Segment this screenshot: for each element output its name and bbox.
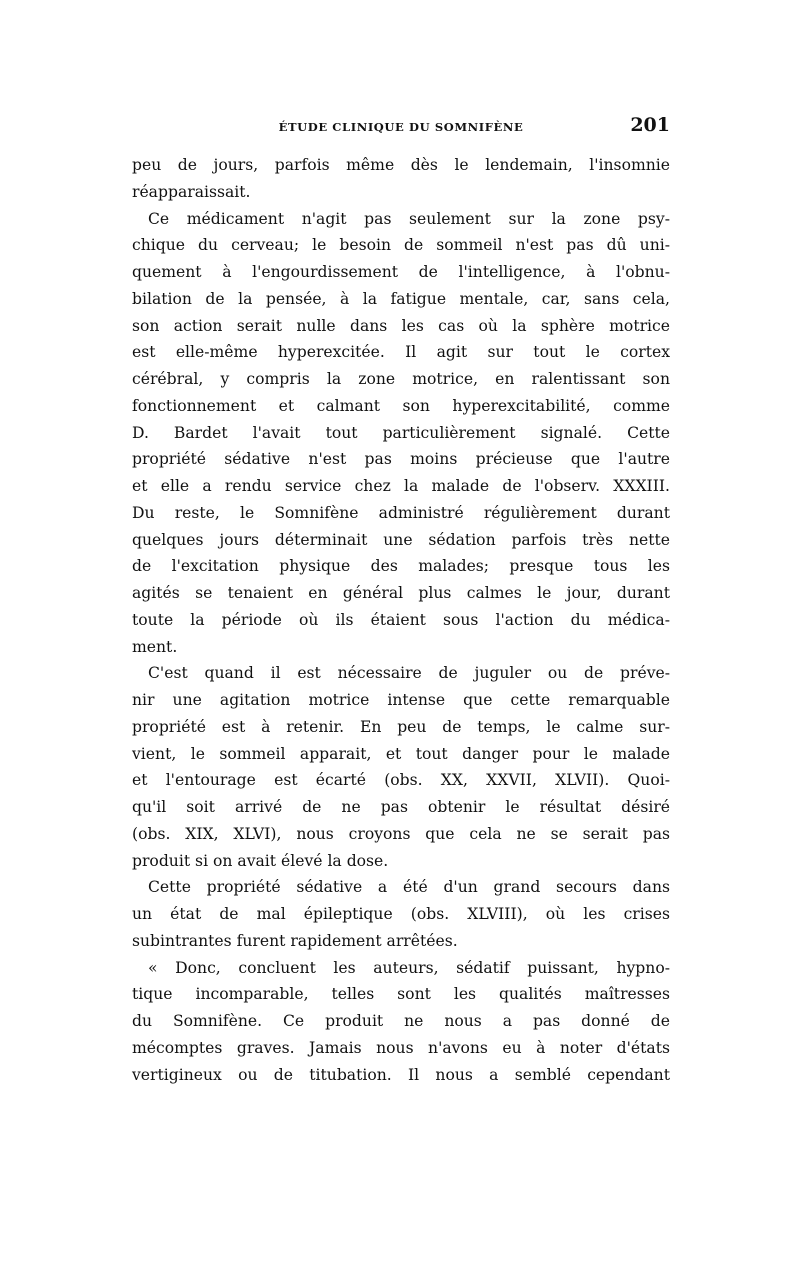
text-line: de l'excitation physique des malades; presque tous les bbox=[132, 557, 670, 576]
running-title: ÉTUDE CLINIQUE DU SOMNIFÈNE bbox=[278, 120, 524, 134]
text-line: « Donc, concluent les auteurs, sédatif puissant, hypno- bbox=[148, 958, 670, 977]
text-line: toute la période où ils étaient sous l'action du médica- bbox=[132, 610, 670, 629]
text-line: et elle a rendu service chez la malade de l'observ. XXXIII. bbox=[132, 477, 670, 495]
text-line: quelques jours déterminait une sédation parfois très nette bbox=[132, 530, 670, 549]
text-line: bilation de la pensée, à la fatigue mentale, car, sans cela, bbox=[132, 289, 670, 308]
text-line: peu de jours, parfois même dès le lendemain, l'insomnie bbox=[132, 156, 670, 174]
text-line: propriété sédative n'est pas moins précieuse que l'autre bbox=[132, 450, 670, 469]
text-line: un état de mal épileptique (obs. XLVIII), où les crises bbox=[132, 905, 670, 923]
text-line: et l'entourage est écarté (obs. XX, XXVII, XLVII). Quoi- bbox=[132, 771, 670, 790]
text-line: D. Bardet l'avait tout particulièrement signalé. Cette bbox=[132, 423, 670, 442]
text-line: vient, le sommeil apparait, et tout danger pour le malade bbox=[132, 744, 670, 763]
text-line: (obs. XIX, XLVI), nous croyons que cela ne se serait pas bbox=[132, 824, 670, 843]
text-line: réapparaissait. bbox=[132, 182, 251, 201]
text-line: Du reste, le Somnifène administré régulièrement durant bbox=[132, 503, 670, 522]
text-line: agités se tenaient en général plus calmes le jour, durant bbox=[132, 584, 670, 602]
text-line: Cette propriété sédative a été d'un grand secours dans bbox=[148, 878, 670, 897]
text-line: C'est quand il est nécessaire de juguler ou de préve- bbox=[148, 664, 670, 683]
text-line: ment. bbox=[132, 637, 178, 656]
text-line: tique incomparable, telles sont les qualités maîtresses bbox=[132, 985, 670, 1004]
text-line: propriété est à retenir. En peu de temps, le calme sur- bbox=[132, 717, 670, 736]
text-line: chique du cerveau; le besoin de sommeil n'est pas dû uni- bbox=[132, 236, 670, 255]
page-number: 201 bbox=[630, 114, 670, 136]
text-line: vertigineux ou de titubation. Il nous a semblé cependant bbox=[132, 1065, 670, 1084]
body-text bbox=[132, 152, 670, 1088]
text-line: est elle-même hyperexcitée. Il agit sur tout le cortex bbox=[132, 343, 670, 362]
text-line: quement à l'engourdissement de l'intelligence, à l'obnu- bbox=[132, 263, 670, 281]
text-line: cérébral, y compris la zone motrice, en ralentissant son bbox=[132, 370, 670, 388]
text-line: qu'il soit arrivé de ne pas obtenir le résultat désiré bbox=[132, 798, 670, 816]
text-line: produit si on avait élevé la dose. bbox=[132, 851, 389, 870]
text-line: nir une agitation motrice intense que cette remarquable bbox=[132, 691, 670, 709]
text-line: Ce médicament n'agit pas seulement sur la zone psy- bbox=[148, 209, 670, 228]
text-line: mécomptes graves. Jamais nous n'avons eu à noter d'états bbox=[132, 1038, 670, 1057]
text-line: fonctionnement et calmant son hyperexcitabilité, comme bbox=[132, 396, 670, 415]
running-header bbox=[132, 114, 670, 142]
text-line: subintrantes furent rapidement arrêtées. bbox=[132, 931, 458, 950]
text-line: du Somnifène. Ce produit ne nous a pas donné de bbox=[132, 1012, 670, 1030]
text-line: son action serait nulle dans les cas où la sphère motrice bbox=[132, 316, 670, 335]
